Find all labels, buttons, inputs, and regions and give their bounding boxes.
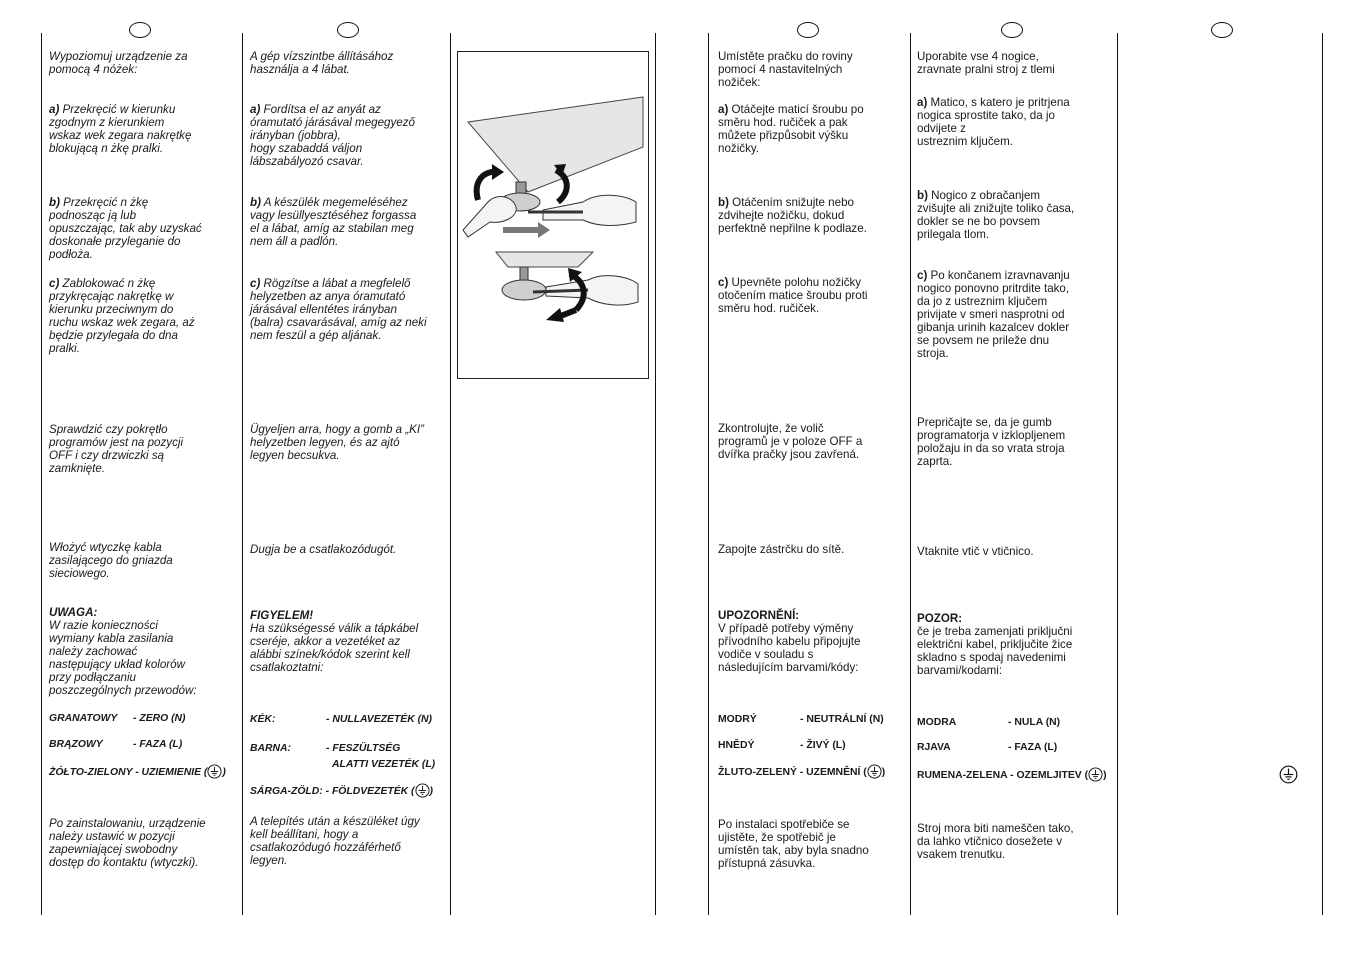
step-label: b): [49, 196, 60, 209]
pl-check: Sprawdzić czy pokrętło programów jest na pozycji OFF i czy drzwiczki są zamknięte.: [49, 423, 184, 475]
step-text: Nogico z obračanjem zvišujte ali znižujte toliko časa, dokler se ne bo povsem prilegala tlom.: [917, 189, 1075, 241]
ground-label-end: ): [222, 767, 226, 778]
language-marker-circle-icon: [797, 22, 819, 38]
pl-step-b: [49, 196, 239, 261]
pl-warning-title: UWAGA:: [49, 606, 98, 619]
pl-warning-text: W razie konieczności wymiany kabla zasilania należy zachować następujący układ kolorów przy podłączaniu poszczególnych przewodów:: [49, 619, 197, 697]
ground-label-end: ): [429, 786, 433, 797]
sl-color-3: [917, 767, 1107, 782]
cz-color-2-name: HNĚDÝ: [718, 740, 755, 751]
step-label: c): [49, 277, 60, 290]
hu-color-1-name: KÉK:: [250, 714, 276, 725]
hu-plug: Dugja be a csatlakozódugót.: [250, 543, 397, 556]
step-text: Po končanem izravnavanju nogico ponovno pritrdite tako, da jo z ustreznim ključem privijate v smeri nasprotni od gibanja urinih kazalcev dokler se povsem ne prileže dnu stroja.: [917, 269, 1070, 360]
step-label: c): [250, 277, 261, 290]
ground-label: ŻÓŁTO-ZIELONY - UZIEMIENIE (: [49, 767, 208, 778]
step-label: a): [250, 103, 261, 116]
step-label: c): [718, 276, 729, 289]
pl-color-2-value: - FAZA (L): [133, 739, 183, 750]
ground-symbol-icon: [1279, 765, 1298, 784]
language-marker-circle-icon: [337, 22, 359, 38]
hu-color-2-value: - FESZÜLTSÉG: [326, 743, 401, 754]
step-label: c): [917, 269, 928, 282]
language-marker-circle-icon: [1001, 22, 1023, 38]
hu-warning-title: FIGYELEM!: [250, 609, 314, 622]
step-text: Rögzítse a lábat a megfelelő helyzetben az anya óramutató járásával ellentétes irányban (balra) csavarásával, amíg az neki nem feszül a gép aljának.: [250, 277, 427, 342]
sl-plug: Vtaknite vtič v vtičnico.: [917, 545, 1034, 558]
hu-step-a: [250, 103, 448, 168]
step-text: A készülék megemeléséhez vagy lesüllyesztéséhez forgassa el a lábat, amíg az stabilan meg nem áll a padlón.: [250, 196, 417, 248]
hu-color-3: [250, 783, 433, 798]
hu-after: A telepítés után a készüléket úgy kell beállítani, hogy a csatlakozódugó hozzáférhető legyen.: [250, 815, 420, 867]
cz-warning-title: UPOZORNĚNÍ:: [718, 609, 800, 622]
step-text: Upevněte polohu nožičky otočením matice šroubu proti směru hod. ručiček.: [718, 276, 868, 315]
column-divider: [910, 33, 911, 915]
sl-color-2-value: - FAZA (L): [1008, 742, 1058, 753]
step-text: Przekręcić w kierunku zgodnym z kierunkiem wskaz wek zegara nakrętkę blokującą n żkę pralki.: [49, 103, 192, 155]
cz-step-a: [718, 103, 908, 155]
hu-color-2-name: BARNA:: [250, 743, 291, 754]
sl-color-1-name: MODRA: [917, 717, 957, 728]
cz-color-3: [718, 764, 885, 779]
sl-after: Stroj mora biti nameščen tako, da lahko vtičnico dosežete v vsakem trenutku.: [917, 822, 1074, 861]
sl-warning-text: če je treba zamenjati priključni električni kabel, priključite žice skladno s spodaj navedenimi barvami/kodami:: [917, 625, 1073, 677]
pl-color-3: [49, 764, 226, 779]
column-divider: [1322, 33, 1323, 915]
sl-step-b: [917, 189, 1115, 241]
pl-after: Po zainstalowaniu, urządzenie należy ustawić w pozycji zapewniającej swobodny dostęp do kontaktu (wtyczki).: [49, 817, 206, 869]
cz-color-1-name: MODRÝ: [718, 714, 757, 725]
column-divider: [708, 33, 709, 915]
ground-label-end: ): [1103, 770, 1107, 781]
step-text: Otáčejte maticí šroubu po směru hod. ručiček a pak můžete přizpůsobit výšku nožičky.: [718, 103, 864, 155]
cz-check: Zkontrolujte, že volič programů je v poloze OFF a dvířka pračky jsou zavřená.: [718, 422, 863, 461]
ground-label-end: ): [881, 767, 886, 778]
cz-color-1-value: - NEUTRÁLNÍ (N): [800, 714, 884, 725]
cz-step-c: [718, 276, 908, 315]
hu-check: Ügyeljen arra, hogy a gomb a „KI” helyzetben legyen, és az ajtó legyen becsukva.: [250, 423, 424, 462]
sl-warning-title: POZOR:: [917, 612, 963, 625]
pl-color-1-value: - ZERO (N): [133, 713, 186, 724]
step-text: Otáčením snižujte nebo zdvihejte nožičku, dokud perfektně nepřilne k podlaze.: [718, 196, 867, 235]
ground-label: SÁRGA-ZÖLD: - FÖLDVEZETÉK (: [250, 786, 415, 797]
hu-color-2-value-cont: ALATTI VEZETÉK (L): [332, 759, 436, 770]
leveling-feet-drawing: [458, 52, 648, 378]
step-text: Zablokować n żkę przykręcając nakrętkę w kierunku przeciwnym do ruchu wskaz wek zegara, aż będzie przylegała do dna pralki.: [49, 277, 195, 355]
leveling-feet-illustration: [457, 51, 649, 379]
cz-plug: Zapojte zástrčku do sítě.: [718, 543, 845, 556]
sl-step-a: [917, 96, 1115, 148]
pl-color-1-name: GRANATOWY: [49, 713, 118, 724]
pl-plug: Włożyć wtyczkę kabla zasilającego do gniazda sieciowego.: [49, 541, 173, 580]
hu-step-c: [250, 277, 448, 342]
ground-symbol-icon: [207, 764, 222, 779]
ground-symbol-icon: [867, 764, 882, 779]
cz-after: Po instalaci spotřebiče se ujistěte, že spotřebič je umístěn tak, aby byla snadno přístupná zásuvka.: [718, 818, 869, 870]
hu-step-b: [250, 196, 448, 248]
ground-label: RUMENA-ZELENA - OZEMLJITEV (: [917, 770, 1089, 781]
step-label: b): [917, 189, 928, 202]
sl-intro: Uporabite vse 4 nogice, zravnate pralni stroj z tlemi: [917, 50, 1055, 76]
step-text: Przekręcić n żkę podnosząc ją lub opuszczając, tak aby uzyskać doskonałe przyleganie do podłoża.: [49, 196, 202, 261]
language-marker-circle-icon: [129, 22, 151, 38]
step-label: a): [718, 103, 729, 116]
step-label: b): [250, 196, 261, 209]
sl-step-c: [917, 269, 1115, 360]
ground-label: ŽLUTO-ZELENÝ - UZEMNĚNÍ (: [718, 767, 867, 778]
column-divider: [41, 33, 42, 915]
sl-check: Prepričajte se, da je gumb programatorja v izklopljenem položaju in da so vrata stroja zaprta.: [917, 416, 1066, 468]
ground-symbol-icon: [415, 783, 430, 798]
sl-color-1-value: - NULA (N): [1008, 717, 1061, 728]
column-divider: [450, 33, 451, 915]
pl-step-c: [49, 277, 239, 355]
column-divider: [655, 33, 656, 915]
hu-intro: A gép vízszintbe állításához használja a 4 lábat.: [250, 50, 394, 76]
cz-warning-text: V případě potřeby výměny přívodního kabelu připojujte vodiče v souladu s následujícím barvami/kódy:: [718, 622, 861, 674]
step-label: b): [718, 196, 729, 209]
hu-warning-text: Ha szükségessé válik a tápkábel cseréje, akkor a vezetéket az alábbi színek/kódok szerint kell csatlakoztatni:: [250, 622, 419, 674]
step-label: a): [49, 103, 60, 116]
step-text: Matico, s katero je pritrjena nogica sprostite tako, da jo odvijete z ustreznim ključem.: [917, 96, 1070, 148]
language-marker-circle-icon: [1211, 22, 1233, 38]
pl-color-2-name: BRĄZOWY: [49, 739, 103, 750]
cz-intro: Umístěte pračku do roviny pomocí 4 nastavitelných nožiček:: [718, 50, 853, 89]
sl-color-2-name: RJAVA: [917, 742, 951, 753]
column-divider: [1117, 33, 1118, 915]
ground-symbol-icon: [1088, 767, 1103, 782]
step-label: a): [917, 96, 928, 109]
pl-intro: Wypoziomuj urządzenie za pomocą 4 nóżek:: [49, 50, 188, 76]
cz-step-b: [718, 196, 908, 235]
step-text: Fordítsa el az anyát az óramutató járásával megegyező irányban (jobbra), hogy szabaddá váljon lábszabályozó csavar.: [250, 103, 415, 168]
column-divider: [242, 33, 243, 915]
hu-color-1-value: - NULLAVEZETÉK (N): [326, 714, 433, 725]
pl-step-a: [49, 103, 239, 155]
cz-color-2-value: - ŽIVÝ (L): [800, 740, 846, 751]
